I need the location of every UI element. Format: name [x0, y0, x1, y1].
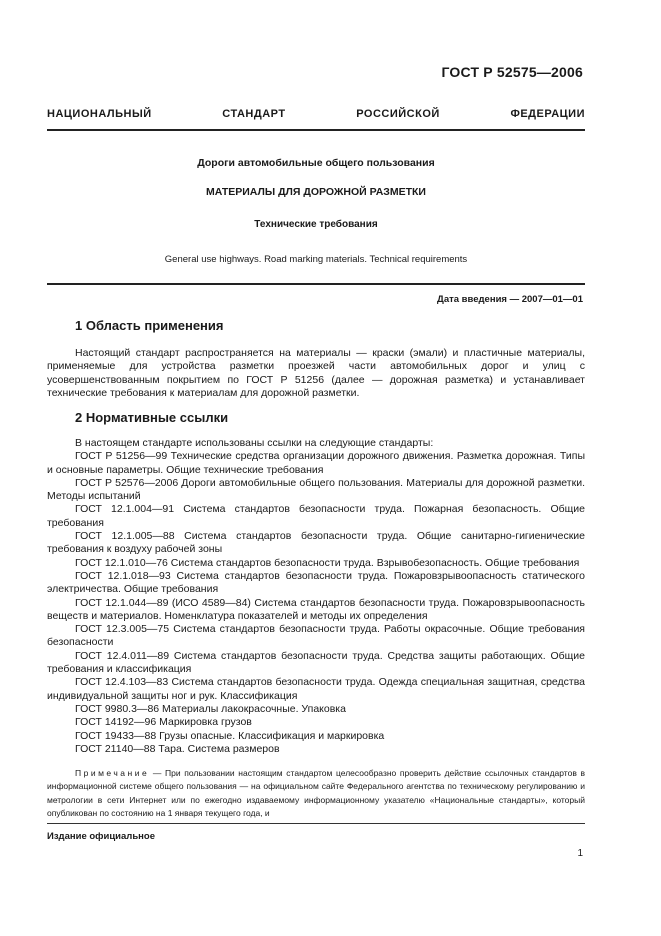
section-1-paragraph: Настоящий стандарт распространяется на материалы — краски (эмали) и пластичные материалы, применяемые для устройства разметки проезжей части автомобильных дорог и улиц с усовершенствованным покрытием по ГОСТ Р 51256 (далее — дорожная разметка) и устанавливает технические требования к материалам для дорожной разметки.: [47, 347, 585, 399]
note-text: — При пользовании настоящим стандартом целесообразно проверить действие ссылочных стандартов в информационной системе общего пользования — на официальном сайте Федерального агентства по техническому регулированию и метрологии в сети Интернет или по ежегодно издаваемому информационному указателю «Национальные стандарты», который опубликован по состоянию на 1 января текущего года, и: [47, 768, 585, 819]
document-subtitle: Технические требования: [254, 219, 378, 230]
banner-word: НАЦИОНАЛЬНЫЙ: [47, 108, 152, 120]
normative-references-list: [47, 437, 585, 756]
banner-word: СТАНДАРТ: [222, 108, 286, 120]
section-1-text: [47, 347, 585, 400]
reference-item: ГОСТ 12.1.018—93 Система стандартов безопасности труда. Пожаровзрывоопасность статического электричества. Общие требования: [47, 569, 585, 596]
document-title: МАТЕРИАЛЫ ДЛЯ ДОРОЖНОЙ РАЗМЕТКИ: [206, 186, 426, 198]
references-intro: В настоящем стандарте использованы ссылки на следующие стандарты:: [75, 437, 434, 449]
reference-item: ГОСТ 12.1.004—91 Система стандартов безопасности труда. Пожарная безопасность. Общие требования: [47, 503, 585, 529]
reference-item: ГОСТ Р 51256—99 Технические средства организации дорожного движения. Разметка дорожная. Типы и основные параметры. Общие технические требования: [47, 450, 585, 476]
english-title: General use highways. Road marking materials. Technical requirements: [164, 254, 468, 265]
banner-word: ФЕДЕРАЦИИ: [510, 108, 585, 120]
document-code: ГОСТ Р 52575—2006: [441, 64, 583, 80]
reference-item: ГОСТ Р 52576—2006 Дороги автомобильные общего пользования. Материалы для дорожной разметки. Методы испытаний: [47, 476, 585, 503]
reference-item: ГОСТ 19433—88 Грузы опасные. Классификация и маркировка: [75, 729, 385, 742]
reference-item: ГОСТ 12.4.011—89 Система стандартов безопасности труда. Средства защиты работающих. Общие требования и классификация: [47, 649, 585, 676]
title-line-1: Дороги автомобильные общего пользования: [197, 157, 435, 169]
reference-item: ГОСТ 12.1.044—89 (ИСО 4589—84) Система стандартов безопасности труда. Пожаровзрывоопасность веществ и материалов. Номенклатура показателей и методы их определения: [47, 596, 585, 622]
title-divider: [47, 283, 585, 285]
page-number: 1: [577, 848, 583, 859]
reference-item: ГОСТ 12.1.010—76 Система стандартов безопасности труда. Взрывобезопасность. Общие требования: [75, 556, 580, 569]
section-1-heading: 1 Область применения: [75, 318, 224, 333]
footer-divider: [47, 823, 585, 824]
reference-item: ГОСТ 21140—88 Тара. Система размеров: [75, 742, 280, 755]
reference-item: ГОСТ 9980.3—86 Материалы лакокрасочные. Упаковка: [75, 702, 346, 715]
note-label: Примечание: [75, 768, 150, 778]
header-divider: [47, 129, 585, 131]
reference-item: ГОСТ 12.4.103—83 Система стандартов безопасности труда. Одежда специальная защитная, средства индивидуальной защиты ног и рук. Классификация: [47, 676, 585, 702]
introduction-date: Дата введения — 2007—01—01: [437, 294, 583, 305]
section-2-heading: 2 Нормативные ссылки: [75, 410, 229, 425]
national-standard-banner: [47, 108, 585, 120]
reference-item: ГОСТ 12.3.005—75 Система стандартов безопасности труда. Работы окрасочные. Общие требования безопасности: [47, 623, 585, 649]
official-edition-label: Издание официальное: [47, 831, 155, 842]
banner-word: РОССИЙСКОЙ: [356, 108, 440, 120]
note-block: [47, 767, 585, 821]
reference-item: ГОСТ 14192—96 Маркировка грузов: [75, 716, 252, 729]
reference-item: ГОСТ 12.1.005—88 Система стандартов безопасности труда. Общие санитарно-гигиенические требования к воздуху рабочей зоны: [47, 530, 585, 556]
